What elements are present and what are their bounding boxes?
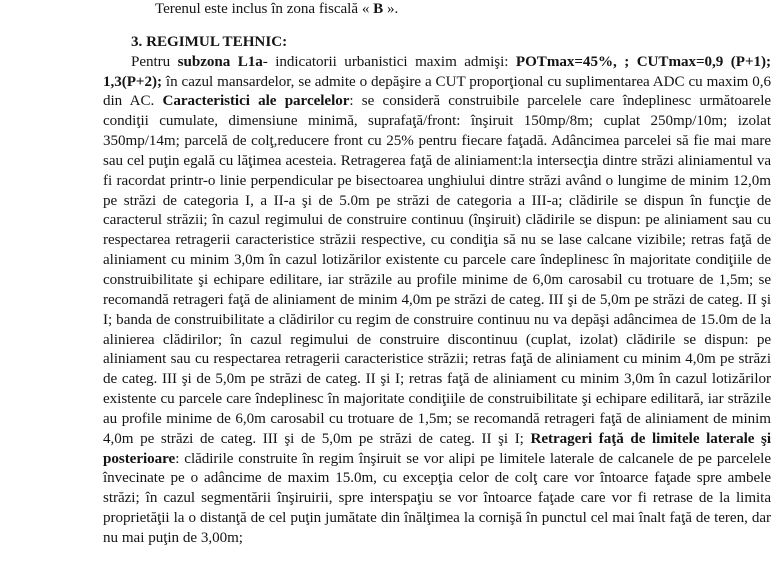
bold-pot-cut-values: POTmax=45%, ; CUTmax=0,9 (P+1); 1,3(P+2); [103,53,771,90]
run-retrageri-detalii: : clădirile construite în regim înşiruit se vor alipi pe limitele laterale de calcanele de pe parcelele învecinate pe o adâncime de maxim 15.0m, cu excepţia celor de colţ care vor întoarce faţade spre ambele străzi; în cazul segmentării înşiruirii, spre interspaţiu se vor întoarce faţade care vor fi retrase de la limita proprietăţii la o distanţă de cel puţin jumătate din înălţimea la cornişă în punctul cel mai înalt faţă de teren, dar nu mai puţin de 3,00m; [103,450,771,546]
intro-paragraph [103,0,771,20]
run-mansarde: în cazul mansardelor, se admite o depăşire a CUT proporţional cu suplimentarea ADC cu maxim 0,6 din AC. [103,73,771,110]
regimul-tehnic-paragraph [103,53,771,549]
intro-suffix-text: ». [383,1,399,17]
fiscal-zone-value: B [373,1,384,17]
bold-subzona-l1a: subzona L1a [177,53,263,70]
run-pentru: Pentru [131,53,178,70]
bold-caracteristici-parcelelor: Caracteristici ale parcelelor [162,93,350,110]
bold-retrageri-limite-laterale: Retrageri faţă de limitele laterale şi posterioare [103,430,772,467]
intro-prefix-text: Terenul este inclus în zona fiscală « [155,1,374,17]
document-text-block [103,0,771,549]
run-conditii-parcele: : se consideră construibile parcelele care îndeplinesc următoarele condiţii cumulate, dimensiune minimă, suprafaţă/front: înşiruit 150mp/8m; cuplat 250mp/10m; izolat 350mp/14m; parcelă de colţ,reducere front cu 25% pentru fiecare faţadă. Adâncimea parcelei să fie mai mare sau cel puţin egală cu lăţimea acesteia. Retragerea faţă de aliniament:la intersecţia dintre străzi aliniamentul va fi racordat printr-o linie perpendicular pe bisectoarea unghiului dintre străzi având o lungime de minim 12,0m pe străzi de categoria I, a II-a şi de 5.0m pe străzi de categoria a III-a; clădirile se dispun în funcţie de caracterul străzii; în cazul regimului de construire continuu (înşiruit) clădirile se dispun: pe aliniament sau cu respectarea retragerii caracteristice străzii respective, cu condiţia să nu se lase calcane vizibile; retras faţă de aliniament cu minim 3,0m în cazul lotizărilor existente cu parcele care îndeplinesc în majoritate condiţiile de construibilitate şi echipare edilitare, iar străzile au profile minime de 6,0m carosabil cu trotuare de 1,5m; se recomandă retrageri faţă de aliniament de minim 4,0m pe străzi de categ. III şi de 5,0m pe străzi de categ. II şi I; banda de construibilitate a clădirilor cu regim de construire continuu nu va depăşi adâncimea de 15.0m de la alinierea clădirilor; în cazul regimului de construire discontinuu (cuplat, izolat) clădirile se dispun: pe aliniament sau cu respectarea retragerii caracteristice străzii; retras faţă de aliniament cu minim 4,0m pe străzi de categ. III şi de 5,0m pe străzi de categ. II şi I; retras faţă de aliniament cu minim 3,0m în cazul lotizărilor existente cu parcele care îndeplinesc în majoritate condiţiile de construibilitate şi echipare edilitară, iar străzile au profile minime de 6,0m carosabil cu trotuare de 1,5m; se recomandă retrageri faţă de aliniament de minim 4,0m pe străzi de categ. III şi de 5,0m pe străzi de categ. II şi I; [103,93,772,447]
run-indicatori: - indicatorii urbanistici maxim admişi: [262,53,516,70]
section-heading-regimul-tehnic: 3. REGIMUL TEHNIC: [131,33,288,50]
